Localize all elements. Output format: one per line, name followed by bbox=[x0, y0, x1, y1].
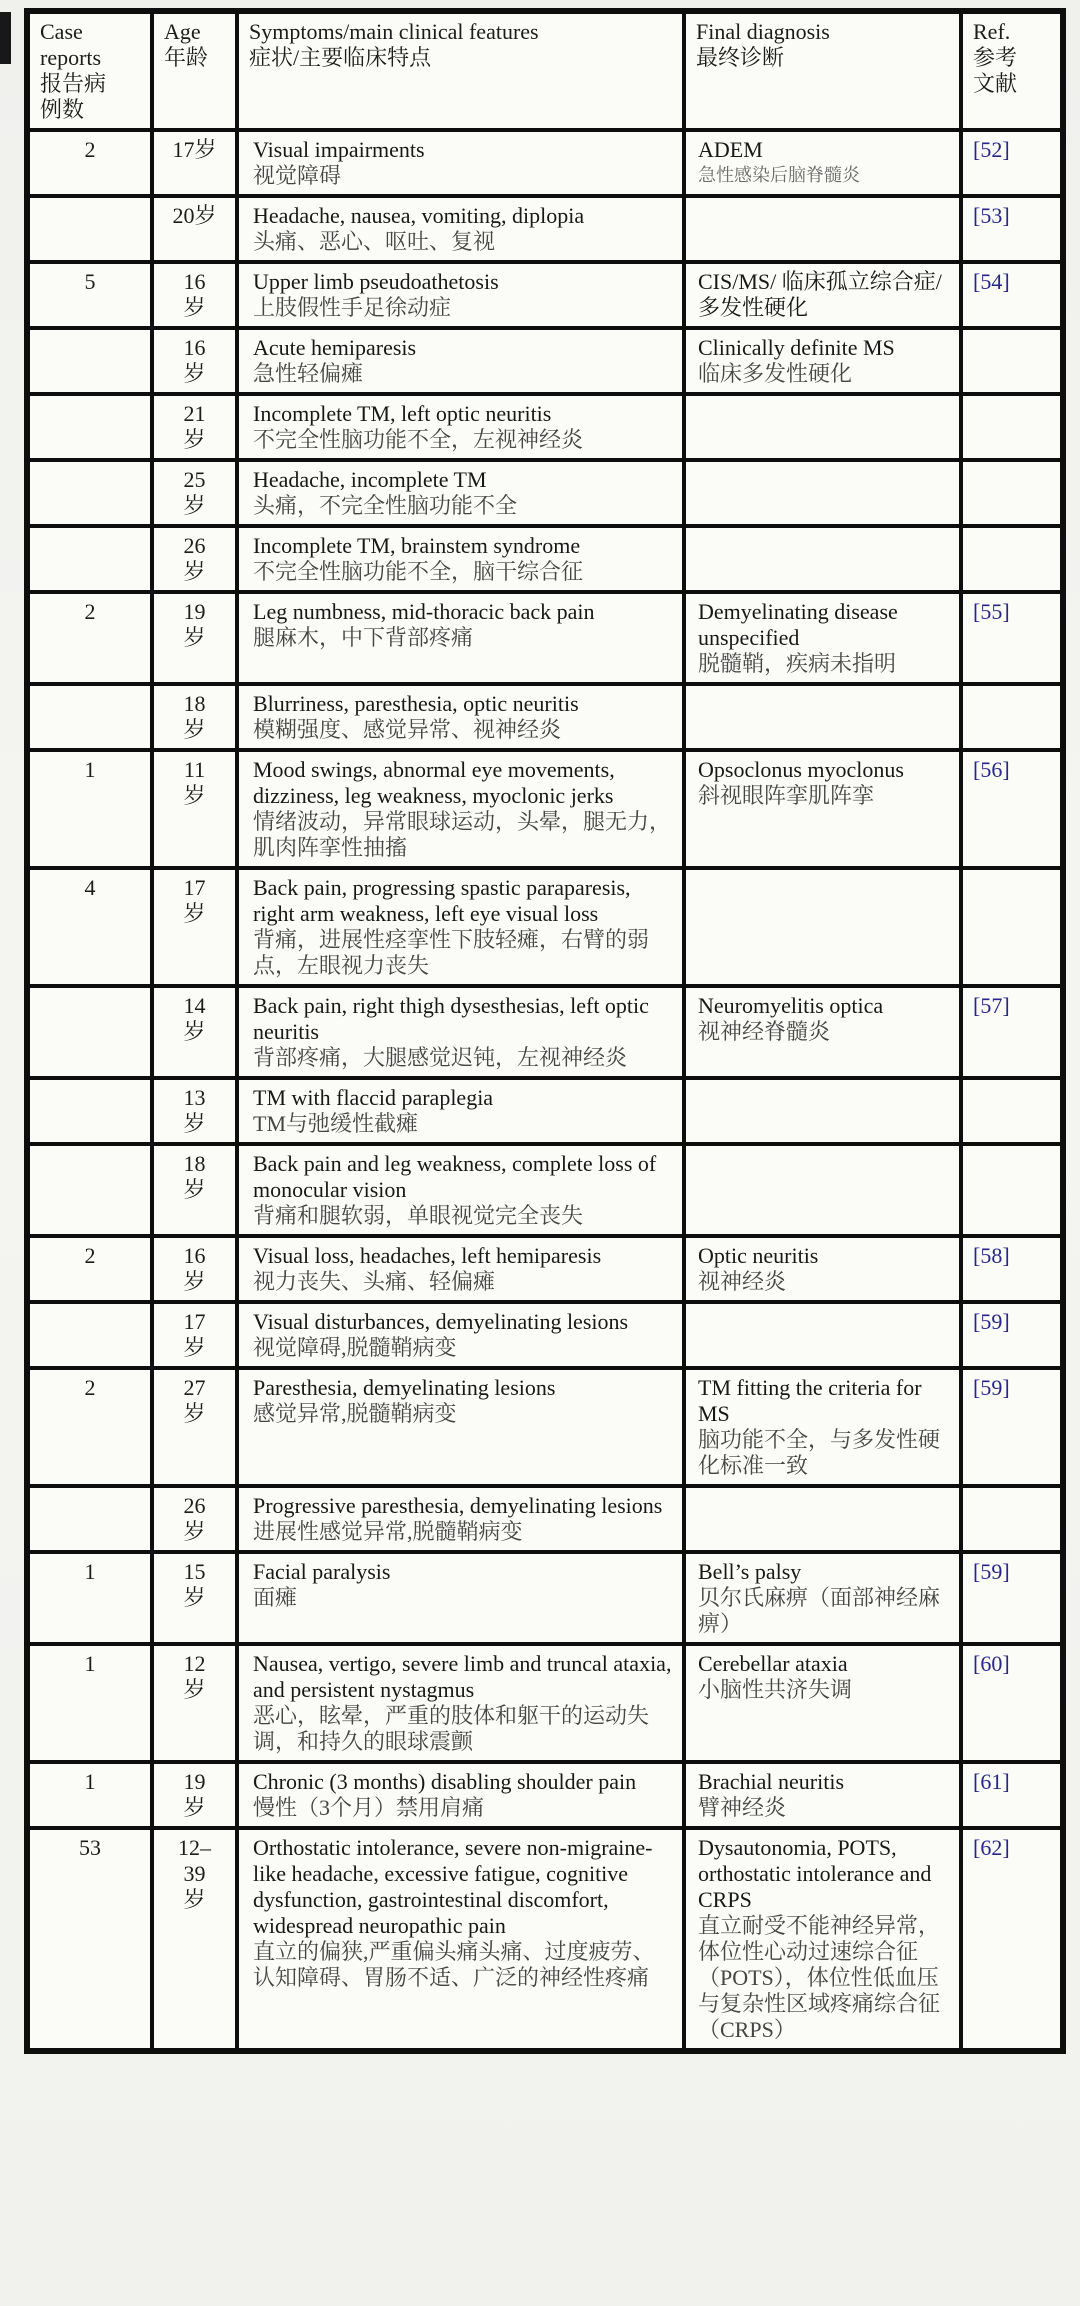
diagnosis-en: Clinically definite MS bbox=[698, 335, 895, 360]
age-line: 12 bbox=[183, 1651, 206, 1676]
ref-citation-link[interactable]: [58] bbox=[973, 1243, 1010, 1268]
ref-cell bbox=[961, 684, 1063, 750]
diagnosis-cell bbox=[684, 1762, 961, 1828]
diagnosis-cell bbox=[684, 328, 961, 394]
age-cell bbox=[152, 1644, 237, 1762]
case-count: 1 bbox=[84, 757, 96, 782]
ref-cell bbox=[961, 1078, 1063, 1144]
case-count-cell bbox=[27, 684, 152, 750]
age-line: 20岁 bbox=[172, 203, 217, 228]
symptoms-en: Incomplete TM, left optic neuritis bbox=[253, 401, 552, 426]
diagnosis-en: Neuromyelitis optica bbox=[698, 993, 884, 1018]
symptoms-cell bbox=[237, 1762, 684, 1828]
ref-cell bbox=[961, 1762, 1063, 1828]
symptoms-cell bbox=[237, 1078, 684, 1144]
age-cell bbox=[152, 1302, 237, 1368]
ref-citation-link[interactable]: [61] bbox=[973, 1769, 1010, 1794]
diagnosis-en: CIS/MS/ 临床孤立综合症/多发性硬化 bbox=[698, 269, 942, 320]
col-header-ref-zh: 参考文献 bbox=[973, 45, 1018, 96]
age-line: 15 bbox=[183, 1559, 206, 1584]
age-line: 21 bbox=[183, 401, 206, 426]
age-cell bbox=[152, 1144, 237, 1236]
col-header-case-reports bbox=[27, 11, 152, 130]
symptoms-cell bbox=[237, 196, 684, 262]
table-row bbox=[27, 394, 1063, 460]
symptoms-zh: 不完全性脑功能不全，脑干综合征 bbox=[253, 559, 584, 584]
age-cell bbox=[152, 750, 237, 868]
symptoms-cell bbox=[237, 1368, 684, 1486]
ref-cell bbox=[961, 526, 1063, 592]
age-line: 岁 bbox=[183, 1177, 206, 1202]
age-line: 岁 bbox=[183, 361, 206, 386]
symptoms-cell bbox=[237, 460, 684, 526]
symptoms-zh: 面瘫 bbox=[253, 1585, 298, 1610]
symptoms-cell bbox=[237, 986, 684, 1078]
age-line: 岁 bbox=[183, 295, 206, 320]
case-count-cell bbox=[27, 1368, 152, 1486]
case-count-cell bbox=[27, 1078, 152, 1144]
symptoms-cell bbox=[237, 592, 684, 684]
case-count: 2 bbox=[84, 137, 96, 162]
age-cell bbox=[152, 1762, 237, 1828]
diagnosis-cell bbox=[684, 1552, 961, 1644]
symptoms-zh: 上肢假性手足徐动症 bbox=[253, 295, 452, 320]
table-header bbox=[27, 11, 1063, 130]
diagnosis-cell bbox=[684, 750, 961, 868]
diagnosis-en: ADEM bbox=[698, 137, 763, 162]
ref-cell bbox=[961, 868, 1063, 986]
age-line: 16 bbox=[183, 1243, 206, 1268]
ref-citation-link[interactable]: [60] bbox=[973, 1651, 1010, 1676]
case-count: 1 bbox=[84, 1651, 96, 1676]
diagnosis-en: Bell’s palsy bbox=[698, 1559, 802, 1584]
age-line: 19 bbox=[183, 599, 206, 624]
symptoms-cell bbox=[237, 262, 684, 328]
age-cell bbox=[152, 986, 237, 1078]
ref-citation-link[interactable]: [59] bbox=[973, 1309, 1010, 1334]
table-row bbox=[27, 1144, 1063, 1236]
age-line: 岁 bbox=[183, 1519, 206, 1544]
table-row bbox=[27, 1762, 1063, 1828]
age-cell bbox=[152, 328, 237, 394]
diagnosis-cell bbox=[684, 1368, 961, 1486]
symptoms-cell bbox=[237, 526, 684, 592]
age-line: 岁 bbox=[183, 1677, 206, 1702]
ref-cell bbox=[961, 460, 1063, 526]
diagnosis-zh: 贝尔氏麻痹（面部神经麻痹） bbox=[698, 1585, 941, 1636]
symptoms-cell bbox=[237, 394, 684, 460]
age-line: 岁 bbox=[183, 717, 206, 742]
table-row bbox=[27, 1078, 1063, 1144]
diagnosis-cell bbox=[684, 1236, 961, 1302]
symptoms-zh: 模糊强度、感觉异常、视神经炎 bbox=[253, 717, 562, 742]
case-reports-table bbox=[24, 8, 1066, 2054]
case-count-cell bbox=[27, 196, 152, 262]
symptoms-cell bbox=[237, 868, 684, 986]
diagnosis-cell bbox=[684, 868, 961, 986]
diagnosis-cell bbox=[684, 684, 961, 750]
case-count: 5 bbox=[84, 269, 96, 294]
diagnosis-en: Brachial neuritis bbox=[698, 1769, 845, 1794]
age-line: 14 bbox=[183, 993, 206, 1018]
diagnosis-zh: 直立耐受不能神经异常，体位性心动过速综合征（POTS），体位性低血压与复杂性区域疼痛综合征（CRPS） bbox=[698, 1913, 941, 2042]
diagnosis-zh: 视神经炎 bbox=[698, 1269, 787, 1294]
diagnosis-en: Dysautonomia, POTS, orthostatic intolerance and CRPS bbox=[698, 1835, 932, 1912]
table-row bbox=[27, 526, 1063, 592]
symptoms-cell bbox=[237, 1552, 684, 1644]
symptoms-cell bbox=[237, 1828, 684, 2051]
symptoms-zh: 不完全性脑功能不全，左视神经炎 bbox=[253, 427, 584, 452]
age-cell bbox=[152, 1368, 237, 1486]
diagnosis-zh: 脑功能不全，与多发性硬化标准一致 bbox=[698, 1427, 941, 1478]
diagnosis-zh: 斜视眼阵挛肌阵挛 bbox=[698, 783, 875, 808]
diagnosis-cell bbox=[684, 1828, 961, 2051]
diagnosis-cell bbox=[684, 394, 961, 460]
table-row bbox=[27, 1486, 1063, 1552]
age-line: 岁 bbox=[183, 427, 206, 452]
symptoms-en: Nausea, vertigo, severe limb and truncal ataxia, and persistent nystagmus bbox=[253, 1651, 672, 1702]
symptoms-cell bbox=[237, 1644, 684, 1762]
age-cell bbox=[152, 1078, 237, 1144]
symptoms-zh: 头痛，不完全性脑功能不全 bbox=[253, 493, 518, 518]
diagnosis-cell bbox=[684, 1302, 961, 1368]
symptoms-zh: 直立的偏狭,严重偏头痛头痛、过度疲劳、认知障碍、胃肠不适、广泛的神经性疼痛 bbox=[253, 1939, 655, 1990]
case-count-cell bbox=[27, 592, 152, 684]
ref-citation-link[interactable]: [59] bbox=[973, 1375, 1010, 1400]
case-count-cell bbox=[27, 986, 152, 1078]
table-row bbox=[27, 1368, 1063, 1486]
age-line: 岁 bbox=[183, 1019, 206, 1044]
table-row bbox=[27, 592, 1063, 684]
symptoms-en: Visual loss, headaches, left hemiparesis bbox=[253, 1243, 602, 1268]
diagnosis-cell bbox=[684, 196, 961, 262]
age-line: 17 bbox=[183, 1309, 206, 1334]
ref-cell bbox=[961, 1486, 1063, 1552]
symptoms-zh: 视力丧失、头痛、轻偏瘫 bbox=[253, 1269, 496, 1294]
symptoms-en: Upper limb pseudoathetosis bbox=[253, 269, 499, 294]
ref-cell bbox=[961, 592, 1063, 684]
ref-cell bbox=[961, 328, 1063, 394]
diagnosis-zh: 脱髓鞘，疾病未指明 bbox=[698, 651, 897, 676]
age-line: 岁 bbox=[183, 1111, 206, 1136]
age-line: 岁 bbox=[183, 1585, 206, 1610]
age-line: 岁 bbox=[183, 1269, 206, 1294]
age-cell bbox=[152, 592, 237, 684]
case-count-cell bbox=[27, 750, 152, 868]
age-line: 16 bbox=[183, 335, 206, 360]
symptoms-zh: 急性轻偏瘫 bbox=[253, 361, 364, 386]
col-header-ref bbox=[961, 11, 1063, 130]
symptoms-en: Mood swings, abnormal eye movements, dizziness, leg weakness, myoclonic jerks bbox=[253, 757, 615, 808]
diagnosis-zh: 临床多发性硬化 bbox=[698, 361, 853, 386]
table-row bbox=[27, 1828, 1063, 2051]
symptoms-en: Back pain and leg weakness, complete loss of monocular vision bbox=[253, 1151, 657, 1202]
symptoms-cell bbox=[237, 750, 684, 868]
ref-cell bbox=[961, 1644, 1063, 1762]
age-line: 岁 bbox=[183, 1887, 206, 1912]
col-header-case-reports-en: Case reports bbox=[40, 19, 102, 70]
symptoms-zh: 慢性（3个月）禁用肩痛 bbox=[253, 1795, 485, 1820]
age-cell bbox=[152, 1552, 237, 1644]
ref-citation-link[interactable]: [52] bbox=[973, 137, 1010, 162]
table-row bbox=[27, 1644, 1063, 1762]
table-row bbox=[27, 262, 1063, 328]
ref-cell bbox=[961, 1368, 1063, 1486]
age-line: 12– bbox=[178, 1835, 211, 1860]
symptoms-zh: 背部疼痛，大腿感觉迟钝，左视神经炎 bbox=[253, 1045, 628, 1070]
symptoms-cell bbox=[237, 1486, 684, 1552]
symptoms-zh: 视觉障碍 bbox=[253, 163, 342, 188]
table-row bbox=[27, 1236, 1063, 1302]
col-header-age bbox=[152, 11, 237, 130]
age-line: 岁 bbox=[183, 625, 206, 650]
age-cell bbox=[152, 460, 237, 526]
header-row bbox=[27, 11, 1063, 130]
symptoms-en: Chronic (3 months) disabling shoulder pain bbox=[253, 1769, 637, 1794]
age-line: 26 bbox=[183, 1493, 206, 1518]
symptoms-zh: 视觉障碍,脱髓鞘病变 bbox=[253, 1335, 457, 1360]
diagnosis-zh: 视神经脊髓炎 bbox=[698, 1019, 831, 1044]
symptoms-en: Visual impairments bbox=[253, 137, 425, 162]
age-line: 18 bbox=[183, 691, 206, 716]
case-count: 53 bbox=[79, 1835, 101, 1860]
diagnosis-cell bbox=[684, 526, 961, 592]
symptoms-zh: 腿麻木，中下背部疼痛 bbox=[253, 625, 474, 650]
age-cell bbox=[152, 526, 237, 592]
symptoms-zh: 进展性感觉异常,脱髓鞘病变 bbox=[253, 1519, 523, 1544]
symptoms-en: Facial paralysis bbox=[253, 1559, 391, 1584]
diagnosis-en: TM fitting the criteria for MS bbox=[698, 1375, 922, 1426]
diagnosis-cell bbox=[684, 1644, 961, 1762]
age-cell bbox=[152, 1828, 237, 2051]
case-count: 2 bbox=[84, 1375, 96, 1400]
ref-citation-link[interactable]: [59] bbox=[973, 1559, 1010, 1584]
diagnosis-en: Optic neuritis bbox=[698, 1243, 819, 1268]
symptoms-zh: 情绪波动，异常眼球运动，头晕，腿无力，肌肉阵挛性抽搐 bbox=[253, 809, 672, 860]
col-header-age-zh: 年龄 bbox=[164, 45, 209, 70]
col-header-symptoms bbox=[237, 11, 684, 130]
age-cell bbox=[152, 1236, 237, 1302]
symptoms-en: Headache, nausea, vomiting, diplopia bbox=[253, 203, 585, 228]
symptoms-en: Blurriness, paresthesia, optic neuritis bbox=[253, 691, 579, 716]
diagnosis-en: Opsoclonus myoclonus bbox=[698, 757, 904, 782]
age-line: 17岁 bbox=[172, 137, 217, 162]
ref-citation-link[interactable]: [53] bbox=[973, 203, 1010, 228]
age-cell bbox=[152, 262, 237, 328]
symptoms-en: Orthostatic intolerance, severe non-migraine-like headache, excessive fatigue, cognitive dysfunction, gastrointestinal discomfort, widespread neuropathic pain bbox=[253, 1835, 653, 1938]
symptoms-cell bbox=[237, 328, 684, 394]
case-count-cell bbox=[27, 460, 152, 526]
ref-cell bbox=[961, 1552, 1063, 1644]
symptoms-en: Incomplete TM, brainstem syndrome bbox=[253, 533, 581, 558]
case-count: 1 bbox=[84, 1769, 96, 1794]
col-header-symptoms-en: Symptoms/main clinical features bbox=[249, 19, 539, 44]
case-count-cell bbox=[27, 1644, 152, 1762]
diagnosis-cell bbox=[684, 1078, 961, 1144]
case-count-cell bbox=[27, 526, 152, 592]
table-body bbox=[27, 130, 1063, 2051]
symptoms-zh: TM与弛缓性截瘫 bbox=[253, 1111, 419, 1136]
table-row bbox=[27, 750, 1063, 868]
ref-cell bbox=[961, 196, 1063, 262]
diagnosis-cell bbox=[684, 592, 961, 684]
case-count-cell bbox=[27, 262, 152, 328]
diagnosis-zh: 急性感染后脑脊髓炎 bbox=[698, 165, 860, 185]
col-header-diagnosis-zh: 最终诊断 bbox=[696, 45, 785, 70]
age-cell bbox=[152, 868, 237, 986]
symptoms-zh: 背痛和腿软弱，单眼视觉完全丧失 bbox=[253, 1203, 584, 1228]
case-count-cell bbox=[27, 1486, 152, 1552]
age-line: 岁 bbox=[183, 783, 206, 808]
symptoms-en: Visual disturbances, demyelinating lesions bbox=[253, 1309, 629, 1334]
case-count: 2 bbox=[84, 599, 96, 624]
symptoms-en: Paresthesia, demyelinating lesions bbox=[253, 1375, 556, 1400]
age-cell bbox=[152, 684, 237, 750]
case-count-cell bbox=[27, 1552, 152, 1644]
diagnosis-cell bbox=[684, 1144, 961, 1236]
diagnosis-cell bbox=[684, 460, 961, 526]
diagnosis-cell bbox=[684, 986, 961, 1078]
ref-cell bbox=[961, 1302, 1063, 1368]
ref-citation-link[interactable]: [56] bbox=[973, 757, 1010, 782]
diagnosis-cell bbox=[684, 130, 961, 196]
col-header-case-reports-zh: 报告病例数 bbox=[40, 71, 107, 122]
ref-citation-link[interactable]: [62] bbox=[973, 1835, 1010, 1860]
ref-cell bbox=[961, 130, 1063, 196]
diagnosis-cell bbox=[684, 262, 961, 328]
symptoms-en: Back pain, right thigh dysesthesias, left optic neuritis bbox=[253, 993, 649, 1044]
symptoms-cell bbox=[237, 684, 684, 750]
symptoms-en: Back pain, progressing spastic paraparesis, right arm weakness, left eye visual loss bbox=[253, 875, 631, 926]
col-header-symptoms-zh: 症状/主要临床特点 bbox=[249, 45, 432, 70]
diagnosis-zh: 小脑性共济失调 bbox=[698, 1677, 853, 1702]
ref-cell bbox=[961, 1144, 1063, 1236]
age-line: 17 bbox=[183, 875, 206, 900]
case-count-cell bbox=[27, 394, 152, 460]
age-line: 26 bbox=[183, 533, 206, 558]
ref-cell bbox=[961, 1828, 1063, 2051]
case-count: 2 bbox=[84, 1243, 96, 1268]
age-line: 16 bbox=[183, 269, 206, 294]
symptoms-cell bbox=[237, 130, 684, 196]
col-header-diagnosis-en: Final diagnosis bbox=[696, 19, 830, 44]
col-header-ref-en: Ref. bbox=[973, 19, 1011, 44]
symptoms-zh: 恶心，眩晕，严重的肢体和躯干的运动失调，和持久的眼球震颤 bbox=[253, 1703, 650, 1754]
age-cell bbox=[152, 196, 237, 262]
age-line: 11 bbox=[183, 757, 206, 782]
age-line: 岁 bbox=[183, 559, 206, 584]
age-line: 19 bbox=[183, 1769, 206, 1794]
table-row bbox=[27, 130, 1063, 196]
age-line: 18 bbox=[183, 1151, 206, 1176]
age-line: 岁 bbox=[183, 1795, 206, 1820]
case-count: 4 bbox=[84, 875, 96, 900]
age-cell bbox=[152, 394, 237, 460]
diagnosis-zh: 臂神经炎 bbox=[698, 1795, 787, 1820]
table-row bbox=[27, 986, 1063, 1078]
ref-cell bbox=[961, 986, 1063, 1078]
col-header-diagnosis bbox=[684, 11, 961, 130]
symptoms-en: Acute hemiparesis bbox=[253, 335, 417, 360]
case-count-cell bbox=[27, 1762, 152, 1828]
table-row bbox=[27, 1552, 1063, 1644]
age-line: 岁 bbox=[183, 1335, 206, 1360]
ref-citation-link[interactable]: [54] bbox=[973, 269, 1010, 294]
age-line: 岁 bbox=[183, 901, 206, 926]
ref-cell bbox=[961, 750, 1063, 868]
ref-cell bbox=[961, 262, 1063, 328]
diagnosis-cell bbox=[684, 1486, 961, 1552]
case-count-cell bbox=[27, 1302, 152, 1368]
table-row bbox=[27, 328, 1063, 394]
case-count-cell bbox=[27, 328, 152, 394]
age-line: 27 bbox=[183, 1375, 206, 1400]
case-count-cell bbox=[27, 1828, 152, 2051]
case-count: 1 bbox=[84, 1559, 96, 1584]
symptoms-zh: 背痛，进展性痉挛性下肢轻瘫，右臂的弱点，左眼视力丧失 bbox=[253, 927, 650, 978]
table-row bbox=[27, 868, 1063, 986]
symptoms-en: Headache, incomplete TM bbox=[253, 467, 487, 492]
age-line: 39 bbox=[183, 1861, 206, 1886]
age-cell bbox=[152, 130, 237, 196]
ref-cell bbox=[961, 1236, 1063, 1302]
age-line: 岁 bbox=[183, 493, 206, 518]
age-line: 13 bbox=[183, 1085, 206, 1110]
age-line: 岁 bbox=[183, 1401, 206, 1426]
symptoms-zh: 感觉异常,脱髓鞘病变 bbox=[253, 1401, 457, 1426]
symptoms-cell bbox=[237, 1144, 684, 1236]
table-row bbox=[27, 460, 1063, 526]
ref-cell bbox=[961, 394, 1063, 460]
age-line: 25 bbox=[183, 467, 206, 492]
age-cell bbox=[152, 1486, 237, 1552]
symptoms-en: Progressive paresthesia, demyelinating lesions bbox=[253, 1493, 663, 1518]
scan-edge-artifact bbox=[0, 12, 11, 64]
diagnosis-en: Cerebellar ataxia bbox=[698, 1651, 848, 1676]
case-count-cell bbox=[27, 868, 152, 986]
case-count-cell bbox=[27, 1236, 152, 1302]
symptoms-zh: 头痛、恶心、呕吐、复视 bbox=[253, 229, 496, 254]
symptoms-en: TM with flaccid paraplegia bbox=[253, 1085, 494, 1110]
symptoms-cell bbox=[237, 1302, 684, 1368]
ref-citation-link[interactable]: [55] bbox=[973, 599, 1010, 624]
case-count-cell bbox=[27, 1144, 152, 1236]
case-count-cell bbox=[27, 130, 152, 196]
table-row bbox=[27, 196, 1063, 262]
table-row bbox=[27, 1302, 1063, 1368]
col-header-age-en: Age bbox=[164, 19, 201, 44]
table-row bbox=[27, 684, 1063, 750]
symptoms-en: Leg numbness, mid-thoracic back pain bbox=[253, 599, 595, 624]
ref-citation-link[interactable]: [57] bbox=[973, 993, 1010, 1018]
symptoms-cell bbox=[237, 1236, 684, 1302]
diagnosis-en: Demyelinating disease unspecified bbox=[698, 599, 898, 650]
